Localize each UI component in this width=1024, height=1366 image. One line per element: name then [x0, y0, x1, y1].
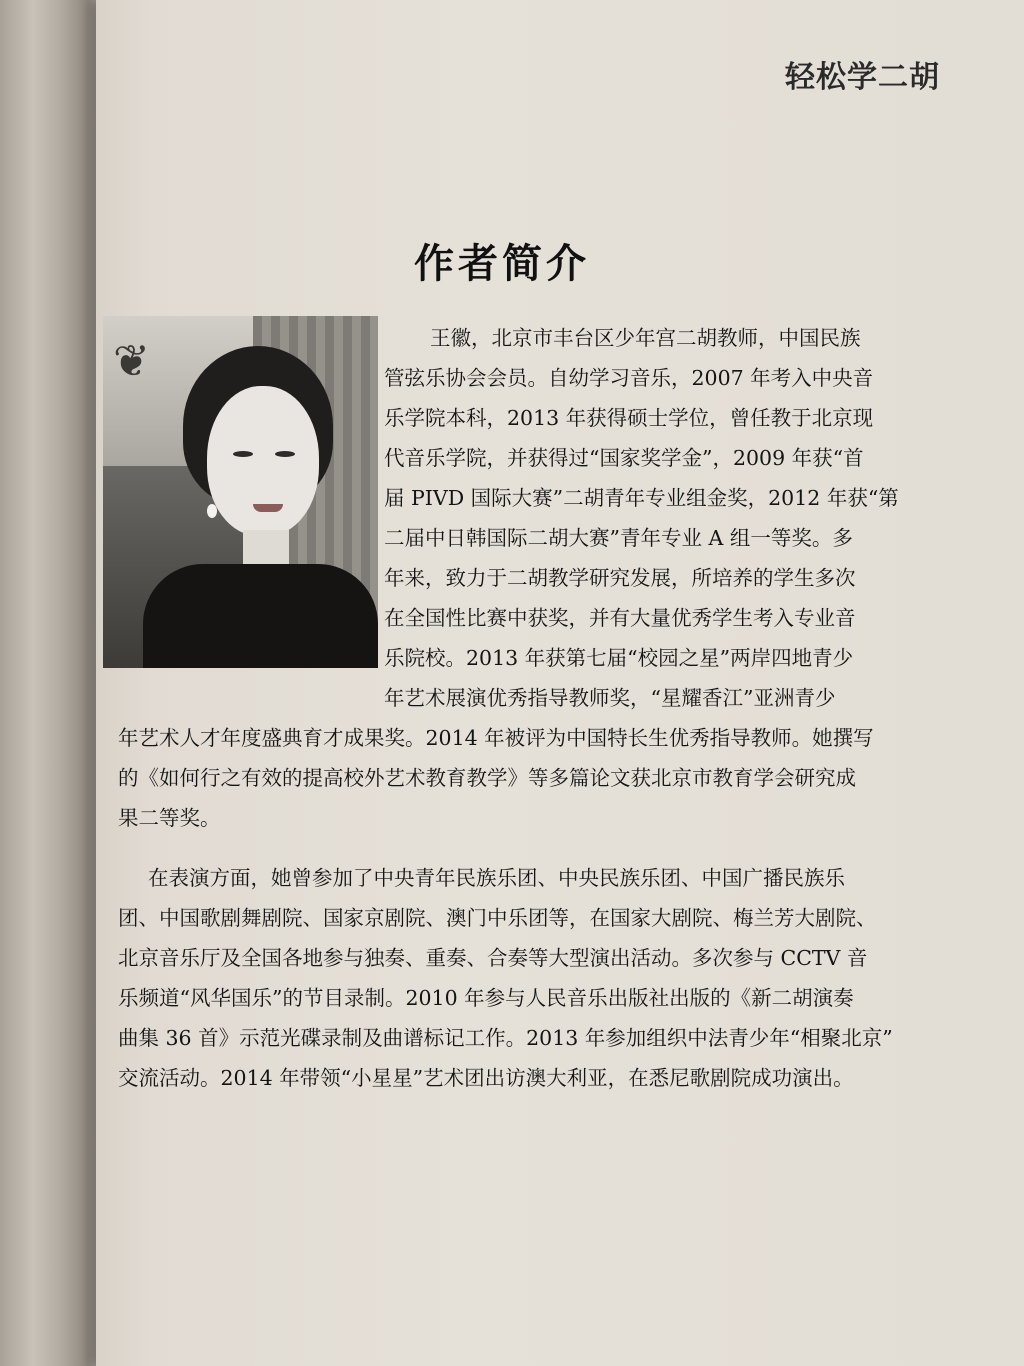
paragraph-line: 在表演方面，她曾参加了中央青年民族乐团、中央民族乐团、中国广播民族乐: [148, 866, 845, 890]
paragraph-line: 交流活动。2014 年带领“小星星”艺术团出访澳大利亚，在悉尼歌剧院成功演出。: [118, 1066, 854, 1090]
paragraph-line: 乐频道“风华国乐”的节目录制。2010 年参与人民音乐出版社出版的《新二胡演奏: [118, 986, 854, 1010]
series-title: 轻松学二胡: [785, 60, 940, 95]
series-logo: [785, 52, 940, 96]
book-page: [96, 0, 1024, 1366]
paragraph-line: 乐学院本科，2013 年获得硕士学位，曾任教于北京现: [384, 406, 874, 430]
author-photo: [103, 316, 378, 668]
paragraph-line: 管弦乐协会会员。自幼学习音乐，2007 年考入中央音: [384, 366, 874, 390]
paragraph-line: 年来，致力于二胡教学研究发展，所培养的学生多次: [384, 566, 856, 590]
paragraph-line: 团、中国歌剧舞剧院、国家京剧院、澳门中乐团等，在国家大剧院、梅兰芳大剧院、: [118, 906, 877, 930]
paragraph-line: 曲集 36 首》示范光碟录制及曲谱标记工作。2013 年参加组织中法青少年“相聚北京”: [118, 1026, 893, 1050]
paragraph-line: 在全国性比赛中获奖，并有大量优秀学生考入专业音: [384, 606, 856, 630]
paragraph-line: 的《如何行之有效的提高校外艺术教育教学》等多篇论文获北京市教育学会研究成: [118, 766, 856, 790]
paragraph-line: 果二等奖。: [118, 806, 221, 830]
paragraph-line: 届 PIVD 国际大赛”二胡青年专业组金奖，2012 年获“第: [384, 486, 899, 510]
paragraph-line: 王徽，北京市丰台区少年宫二胡教师，中国民族: [430, 326, 861, 350]
book-page-edges: [0, 0, 110, 1366]
paragraph-line: 北京音乐厅及全国各地参与独奏、重奏、合奏等大型演出活动。多次参与 CCTV 音: [118, 946, 868, 970]
flower-pattern-icon: ❦: [113, 336, 150, 387]
paragraph-line: 年艺术人才年度盛典育才成果奖。2014 年被评为中国特长生优秀指导教师。她撰写: [118, 726, 874, 750]
paragraph-line: 二届中日韩国际二胡大赛”青年专业 A 组一等奖。多: [384, 526, 853, 550]
page-title: 作者简介: [414, 241, 590, 287]
paragraph-line: 代音乐学院，并获得过“国家奖学金”，2009 年获“首: [384, 446, 864, 470]
paragraph-line: 乐院校。2013 年获第七届“校园之星”两岸四地青少: [384, 646, 854, 670]
paragraph-line: 年艺术展演优秀指导教师奖，“星耀香江”亚洲青少: [384, 686, 836, 710]
